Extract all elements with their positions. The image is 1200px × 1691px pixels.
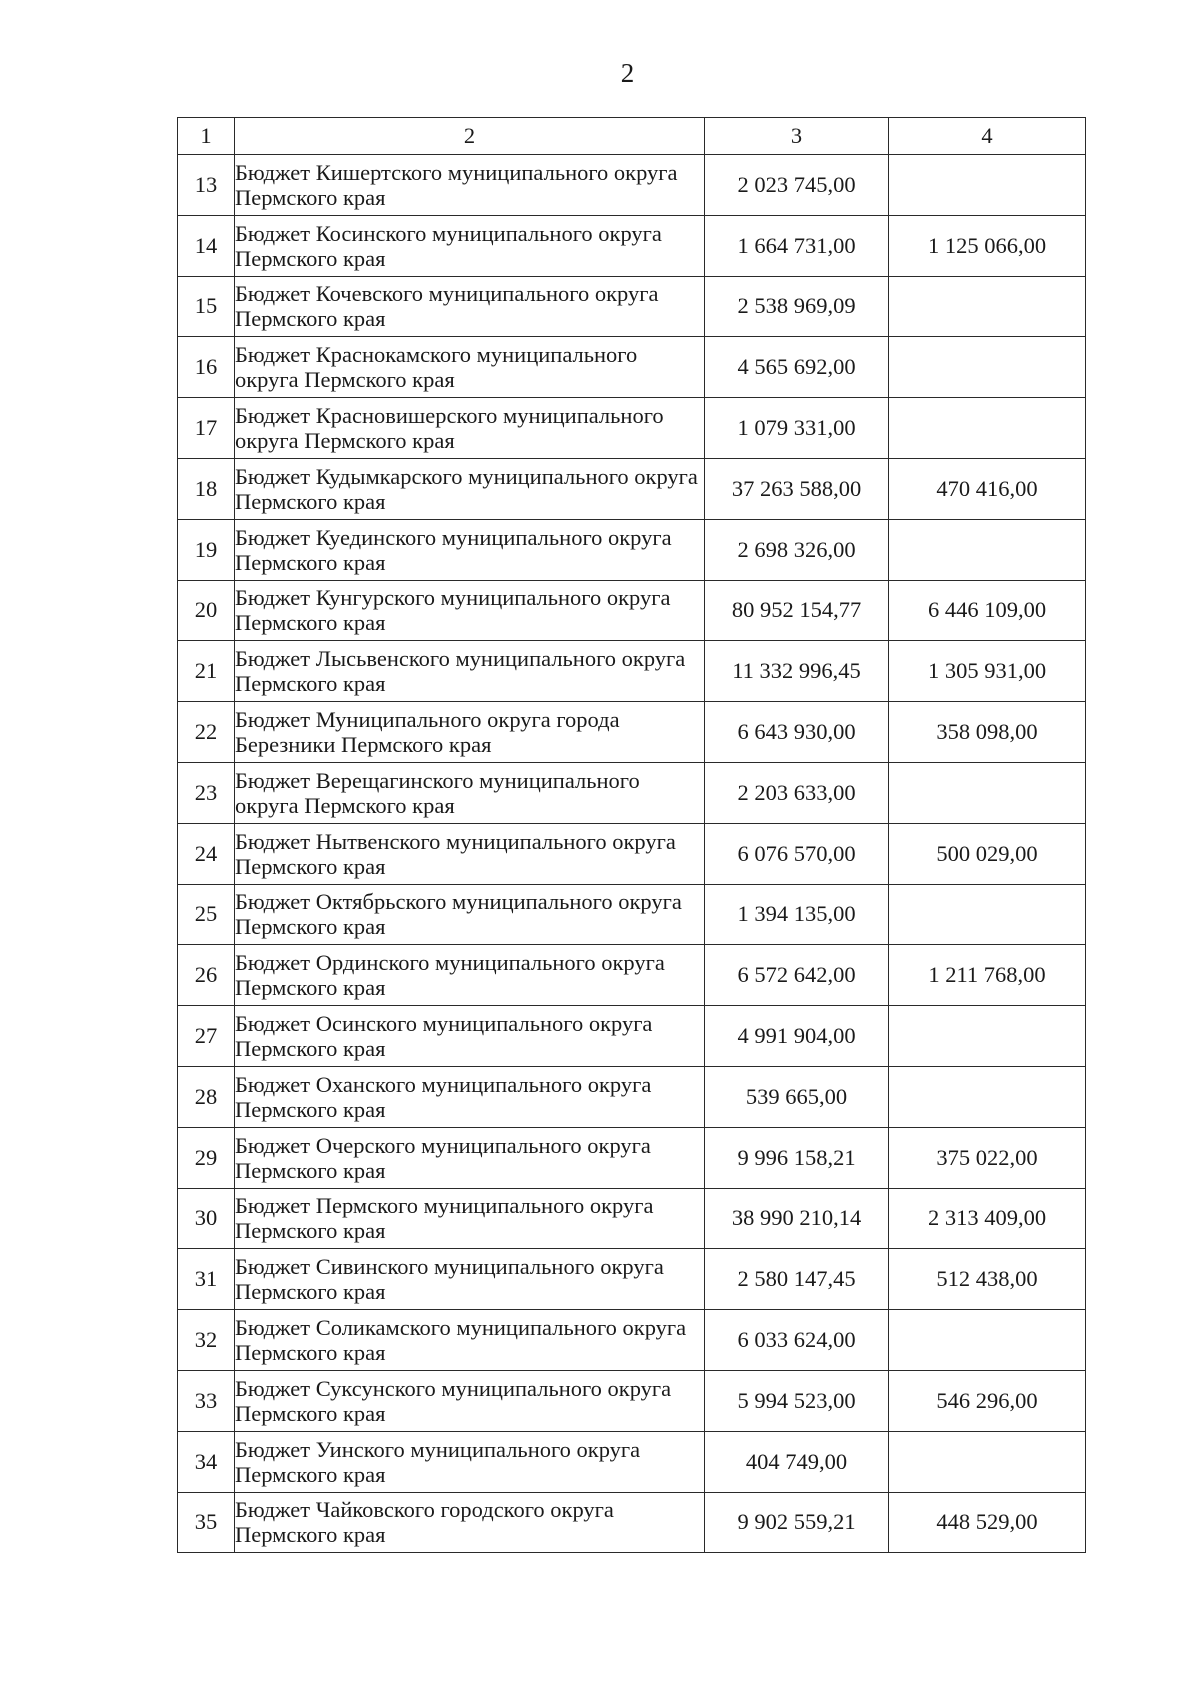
budget-name-cell: Бюджет Лысьвенского муниципального округа Пермского края — [235, 641, 705, 702]
row-number-cell: 32 — [178, 1310, 235, 1371]
column-4-amount-cell: 1 211 768,00 — [889, 945, 1086, 1006]
column-4-amount-cell: 448 529,00 — [889, 1492, 1086, 1553]
budget-name-cell: Бюджет Кудымкарского муниципального округа Пермского края — [235, 458, 705, 519]
column-4-amount-cell: 546 296,00 — [889, 1370, 1086, 1431]
column-3-amount-cell: 4 991 904,00 — [705, 1006, 889, 1067]
column-3-amount-cell: 2 698 326,00 — [705, 519, 889, 580]
row-number-cell: 17 — [178, 398, 235, 459]
table-header-row — [178, 118, 1086, 155]
row-number-cell: 34 — [178, 1431, 235, 1492]
budget-name-cell: Бюджет Пермского муниципального округа Пермского края — [235, 1188, 705, 1249]
row-number-cell: 25 — [178, 884, 235, 945]
budget-name-cell: Бюджет Уинского муниципального округа Пермского края — [235, 1431, 705, 1492]
table-row — [178, 155, 1086, 216]
budget-name-cell: Бюджет Кишертского муниципального округа Пермского края — [235, 155, 705, 216]
column-3-amount-cell: 1 664 731,00 — [705, 215, 889, 276]
column-3-amount-cell: 404 749,00 — [705, 1431, 889, 1492]
column-4-amount-cell — [889, 762, 1086, 823]
column-header-4: 4 — [889, 118, 1086, 155]
row-number-cell: 23 — [178, 762, 235, 823]
table-row — [178, 1492, 1086, 1553]
budget-name-cell: Бюджет Очерского муниципального округа Пермского края — [235, 1127, 705, 1188]
column-3-amount-cell: 4 565 692,00 — [705, 337, 889, 398]
table-row — [178, 702, 1086, 763]
column-3-amount-cell: 1 079 331,00 — [705, 398, 889, 459]
table-row — [178, 945, 1086, 1006]
budget-name-cell: Бюджет Сивинского муниципального округа Пермского края — [235, 1249, 705, 1310]
column-4-amount-cell: 512 438,00 — [889, 1249, 1086, 1310]
table-row — [178, 1370, 1086, 1431]
column-3-amount-cell: 6 643 930,00 — [705, 702, 889, 763]
budget-name-cell: Бюджет Осинского муниципального округа Пермского края — [235, 1006, 705, 1067]
column-4-amount-cell — [889, 519, 1086, 580]
column-3-amount-cell: 37 263 588,00 — [705, 458, 889, 519]
column-4-amount-cell — [889, 1310, 1086, 1371]
column-4-amount-cell: 470 416,00 — [889, 458, 1086, 519]
row-number-cell: 33 — [178, 1370, 235, 1431]
column-4-amount-cell — [889, 155, 1086, 216]
table-row — [178, 519, 1086, 580]
table-row — [178, 1249, 1086, 1310]
column-3-amount-cell: 6 076 570,00 — [705, 823, 889, 884]
row-number-cell: 29 — [178, 1127, 235, 1188]
column-3-amount-cell: 9 902 559,21 — [705, 1492, 889, 1553]
budget-name-cell: Бюджет Соликамского муниципального округа Пермского края — [235, 1310, 705, 1371]
table-row — [178, 1006, 1086, 1067]
column-4-amount-cell — [889, 398, 1086, 459]
budget-name-cell: Бюджет Куединского муниципального округа Пермского края — [235, 519, 705, 580]
row-number-cell: 16 — [178, 337, 235, 398]
column-4-amount-cell: 375 022,00 — [889, 1127, 1086, 1188]
row-number-cell: 30 — [178, 1188, 235, 1249]
table-row — [178, 641, 1086, 702]
column-3-amount-cell: 80 952 154,77 — [705, 580, 889, 641]
table-row — [178, 337, 1086, 398]
column-header-1: 1 — [178, 118, 235, 155]
budget-name-cell: Бюджет Верещагинского муниципального округа Пермского края — [235, 762, 705, 823]
row-number-cell: 35 — [178, 1492, 235, 1553]
row-number-cell: 21 — [178, 641, 235, 702]
column-3-amount-cell: 1 394 135,00 — [705, 884, 889, 945]
row-number-cell: 14 — [178, 215, 235, 276]
column-header-3: 3 — [705, 118, 889, 155]
budget-table — [177, 117, 1086, 1553]
row-number-cell: 26 — [178, 945, 235, 1006]
budget-name-cell: Бюджет Ординского муниципального округа Пермского края — [235, 945, 705, 1006]
table-row — [178, 215, 1086, 276]
table-row — [178, 1188, 1086, 1249]
row-number-cell: 31 — [178, 1249, 235, 1310]
column-3-amount-cell: 9 996 158,21 — [705, 1127, 889, 1188]
column-4-amount-cell: 1 125 066,00 — [889, 215, 1086, 276]
table-row — [178, 276, 1086, 337]
budget-name-cell: Бюджет Нытвенского муниципального округа Пермского края — [235, 823, 705, 884]
column-3-amount-cell: 38 990 210,14 — [705, 1188, 889, 1249]
budget-name-cell: Бюджет Октябрьского муниципального округа Пермского края — [235, 884, 705, 945]
table-row — [178, 1310, 1086, 1371]
column-4-amount-cell: 2 313 409,00 — [889, 1188, 1086, 1249]
column-3-amount-cell: 5 994 523,00 — [705, 1370, 889, 1431]
budget-name-cell: Бюджет Кунгурского муниципального округа Пермского края — [235, 580, 705, 641]
column-3-amount-cell: 6 033 624,00 — [705, 1310, 889, 1371]
column-4-amount-cell — [889, 1431, 1086, 1492]
budget-name-cell: Бюджет Муниципального округа города Березники Пермского края — [235, 702, 705, 763]
column-header-2: 2 — [235, 118, 705, 155]
table-row — [178, 1066, 1086, 1127]
column-4-amount-cell: 6 446 109,00 — [889, 580, 1086, 641]
column-3-amount-cell: 6 572 642,00 — [705, 945, 889, 1006]
table-row — [178, 823, 1086, 884]
row-number-cell: 28 — [178, 1066, 235, 1127]
budget-name-cell: Бюджет Косинского муниципального округа Пермского края — [235, 215, 705, 276]
row-number-cell: 13 — [178, 155, 235, 216]
column-3-amount-cell: 539 665,00 — [705, 1066, 889, 1127]
row-number-cell: 19 — [178, 519, 235, 580]
row-number-cell: 27 — [178, 1006, 235, 1067]
table-row — [178, 1127, 1086, 1188]
column-4-amount-cell: 1 305 931,00 — [889, 641, 1086, 702]
budget-name-cell: Бюджет Оханского муниципального округа Пермского края — [235, 1066, 705, 1127]
table-body — [178, 155, 1086, 1553]
column-4-amount-cell — [889, 884, 1086, 945]
row-number-cell: 18 — [178, 458, 235, 519]
row-number-cell: 24 — [178, 823, 235, 884]
table-row — [178, 1431, 1086, 1492]
table-row — [178, 398, 1086, 459]
budget-name-cell: Бюджет Суксунского муниципального округа Пермского края — [235, 1370, 705, 1431]
column-4-amount-cell — [889, 276, 1086, 337]
column-3-amount-cell: 11 332 996,45 — [705, 641, 889, 702]
table-row — [178, 884, 1086, 945]
column-4-amount-cell — [889, 1066, 1086, 1127]
column-3-amount-cell: 2 580 147,45 — [705, 1249, 889, 1310]
budget-name-cell: Бюджет Кочевского муниципального округа Пермского края — [235, 276, 705, 337]
table-row — [178, 762, 1086, 823]
column-4-amount-cell: 500 029,00 — [889, 823, 1086, 884]
column-3-amount-cell: 2 538 969,09 — [705, 276, 889, 337]
row-number-cell: 22 — [178, 702, 235, 763]
column-3-amount-cell: 2 023 745,00 — [705, 155, 889, 216]
budget-name-cell: Бюджет Красновишерского муниципального округа Пермского края — [235, 398, 705, 459]
column-4-amount-cell — [889, 337, 1086, 398]
column-3-amount-cell: 2 203 633,00 — [705, 762, 889, 823]
budget-name-cell: Бюджет Краснокамского муниципального округа Пермского края — [235, 337, 705, 398]
budget-name-cell: Бюджет Чайковского городского округа Пермского края — [235, 1492, 705, 1553]
page-number: 2 — [620, 58, 635, 88]
table-row — [178, 458, 1086, 519]
table-row — [178, 580, 1086, 641]
row-number-cell: 15 — [178, 276, 235, 337]
row-number-cell: 20 — [178, 580, 235, 641]
column-4-amount-cell — [889, 1006, 1086, 1067]
column-4-amount-cell: 358 098,00 — [889, 702, 1086, 763]
